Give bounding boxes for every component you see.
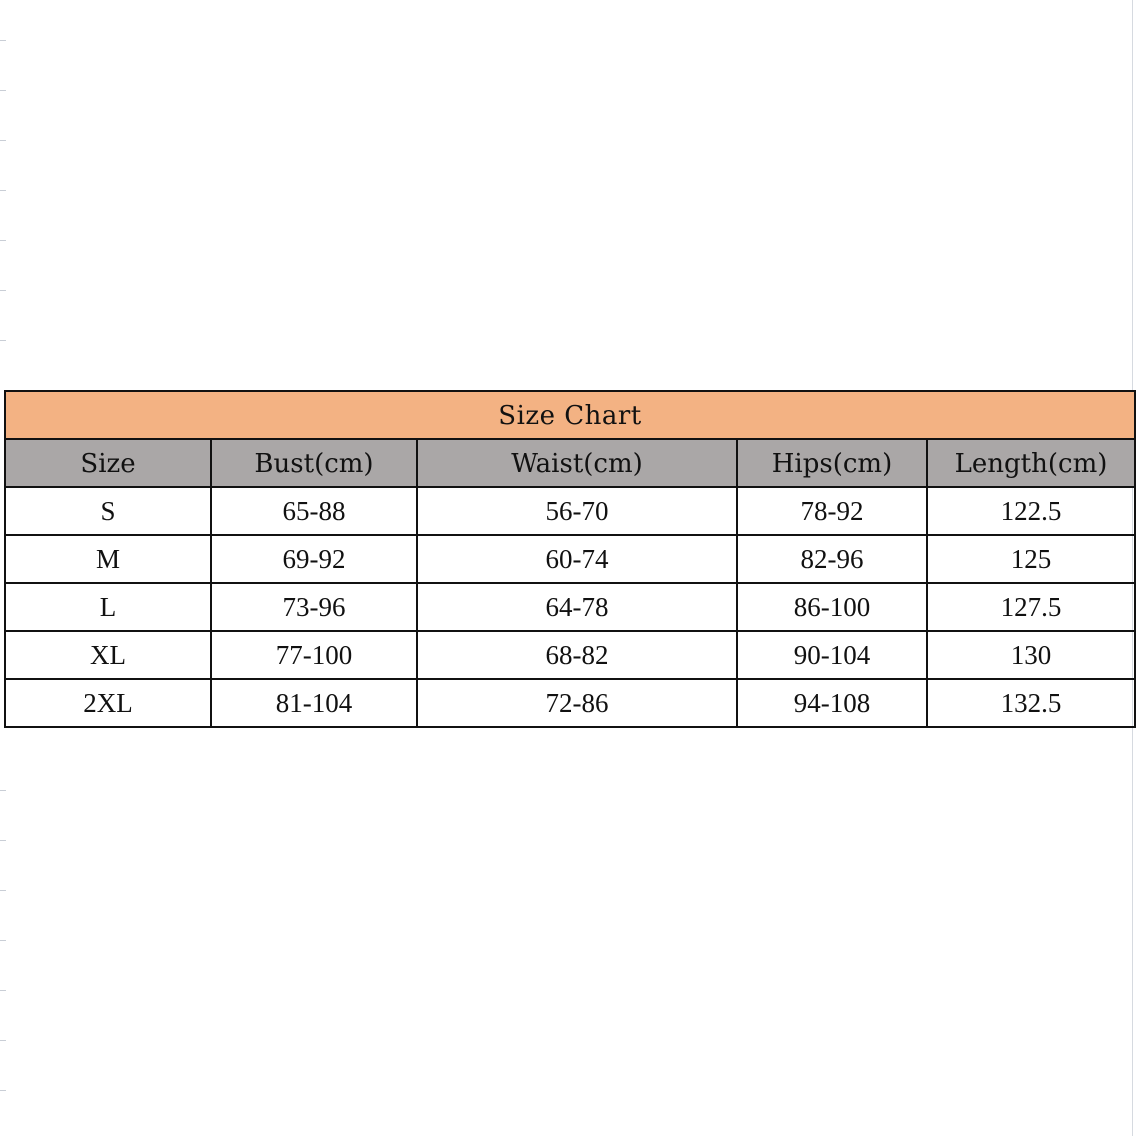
table-cell[interactable]: 127.5: [927, 583, 1135, 631]
title-row: [5, 391, 1135, 439]
table-row: [5, 535, 1135, 583]
table-cell[interactable]: L: [5, 583, 211, 631]
table-cell[interactable]: 69-92: [211, 535, 417, 583]
table-title: Size Chart: [498, 400, 642, 431]
table-cell[interactable]: 2XL: [5, 679, 211, 727]
table-cell[interactable]: 90-104: [737, 631, 927, 679]
header-cell-waist[interactable]: Waist(cm): [417, 439, 737, 487]
table-cell[interactable]: 73-96: [211, 583, 417, 631]
header-cell-bust[interactable]: Bust(cm): [211, 439, 417, 487]
table-cell[interactable]: 81-104: [211, 679, 417, 727]
header-cell-size[interactable]: Size: [5, 439, 211, 487]
table-row: [5, 631, 1135, 679]
table-cell[interactable]: 56-70: [417, 487, 737, 535]
table-cell[interactable]: 130: [927, 631, 1135, 679]
table-cell[interactable]: 82-96: [737, 535, 927, 583]
header-cell-hips[interactable]: Hips(cm): [737, 439, 927, 487]
table-cell[interactable]: 132.5: [927, 679, 1135, 727]
table-cell[interactable]: 68-82: [417, 631, 737, 679]
table-row: [5, 583, 1135, 631]
table-cell[interactable]: 78-92: [737, 487, 927, 535]
table-title-cell[interactable]: [5, 391, 1135, 439]
table-cell[interactable]: 94-108: [737, 679, 927, 727]
table-cell[interactable]: S: [5, 487, 211, 535]
table-cell[interactable]: 60-74: [417, 535, 737, 583]
table-cell[interactable]: 125: [927, 535, 1135, 583]
header-cell-length[interactable]: Length(cm): [927, 439, 1135, 487]
table-cell[interactable]: 72-86: [417, 679, 737, 727]
table-cell[interactable]: 86-100: [737, 583, 927, 631]
table-cell[interactable]: 77-100: [211, 631, 417, 679]
size-chart-table: [4, 390, 1136, 728]
table-cell[interactable]: 122.5: [927, 487, 1135, 535]
header-row: [5, 439, 1135, 487]
table-cell[interactable]: 64-78: [417, 583, 737, 631]
table-row: [5, 679, 1135, 727]
table-cell[interactable]: M: [5, 535, 211, 583]
table-cell[interactable]: 65-88: [211, 487, 417, 535]
table-row: [5, 487, 1135, 535]
table-cell[interactable]: XL: [5, 631, 211, 679]
